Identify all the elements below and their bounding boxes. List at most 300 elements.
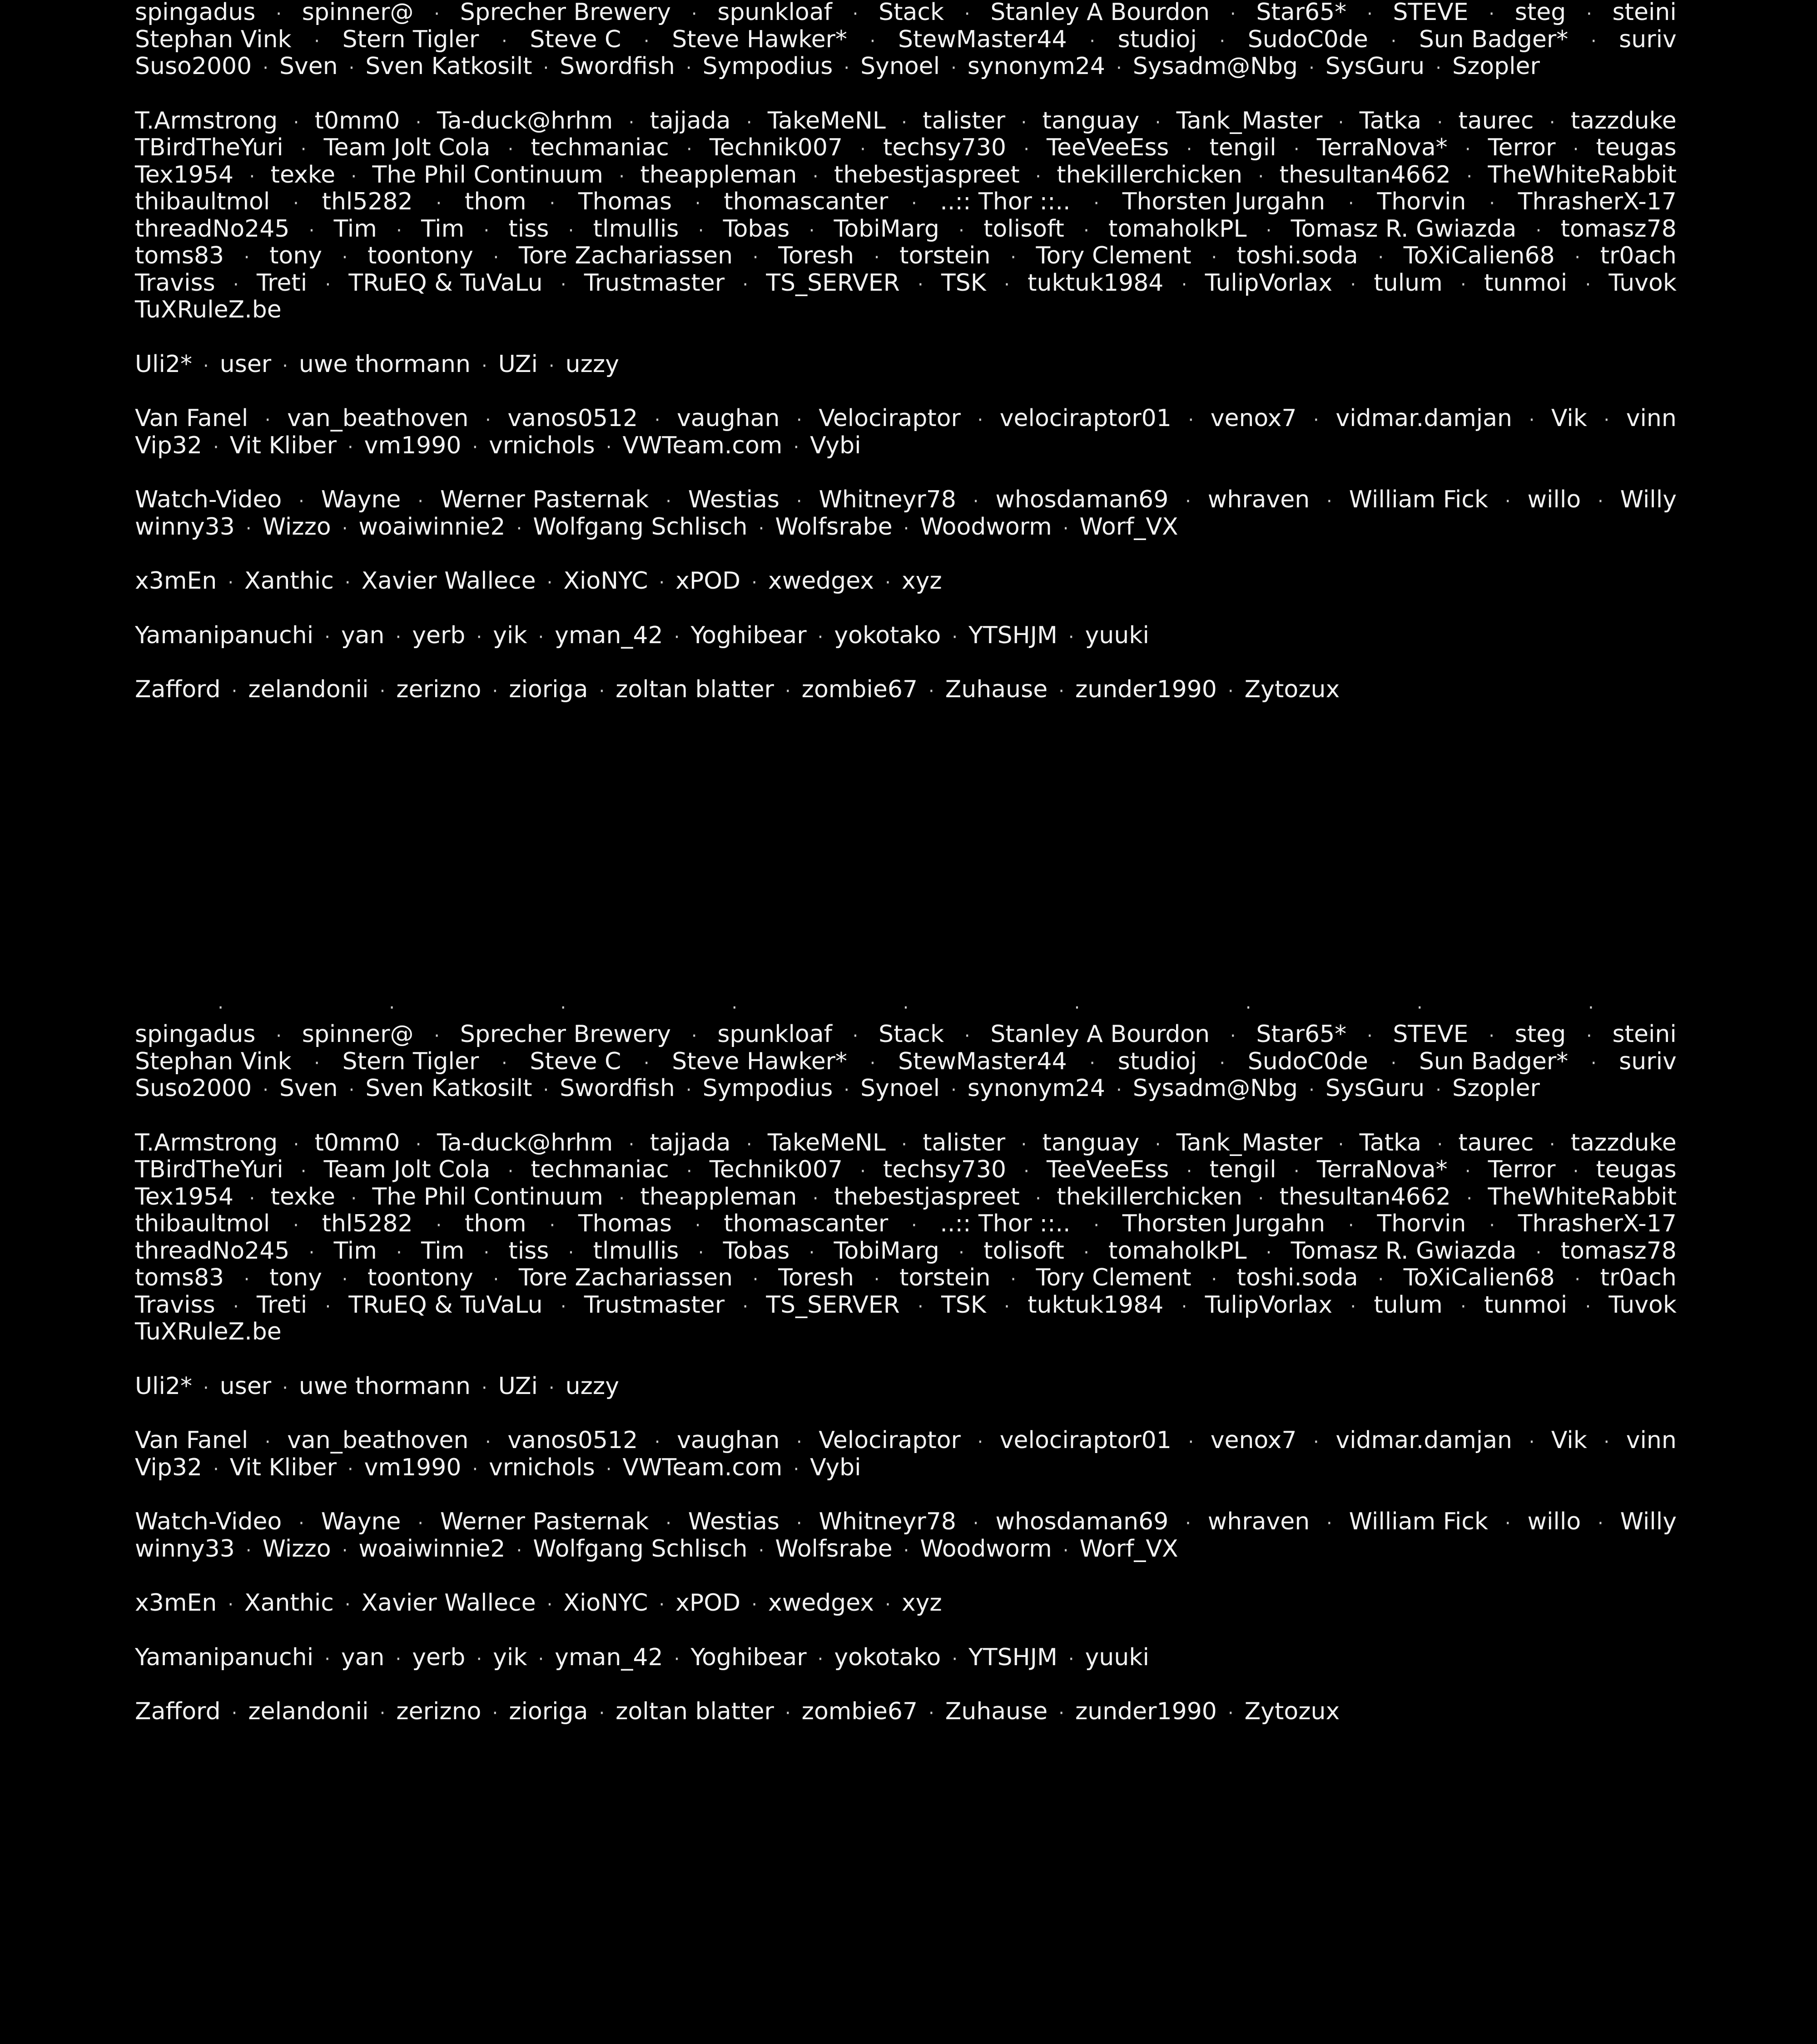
contributor-name: toontony bbox=[367, 242, 473, 269]
contributor-name: Team Jolt Cola bbox=[323, 134, 491, 161]
credits-line bbox=[135, 1048, 1677, 1076]
contributor-name: tomasz78 bbox=[1560, 1237, 1677, 1265]
separator-dot: · bbox=[308, 1242, 315, 1263]
separator-dot: · bbox=[1460, 274, 1466, 295]
contributor-name: steg bbox=[1514, 0, 1566, 26]
separator-dot: · bbox=[324, 1648, 330, 1670]
separator-dot: · bbox=[817, 626, 824, 648]
contributor-name: Treti bbox=[257, 1291, 308, 1319]
contributor-name: SysGuru bbox=[1325, 53, 1425, 80]
separator-dot: · bbox=[516, 518, 522, 539]
separator-dot: · bbox=[1058, 1703, 1064, 1724]
separator-dot: · bbox=[1219, 1052, 1226, 1074]
separator-dot: · bbox=[869, 1052, 876, 1074]
separator-dot: · bbox=[546, 572, 553, 593]
contributor-name: XioNYC bbox=[563, 567, 648, 595]
letter-group-u bbox=[135, 351, 1677, 378]
contributor-name: STEVE bbox=[1393, 1021, 1469, 1048]
contributor-name: spinner@ bbox=[302, 1021, 414, 1048]
contributor-name: whosdaman69 bbox=[995, 486, 1169, 513]
separator-dot: · bbox=[314, 1052, 320, 1074]
contributor-name: ToXiCalien68 bbox=[1403, 242, 1555, 269]
contributor-name: Stephan Vink bbox=[135, 1047, 292, 1075]
separator-dot: · bbox=[796, 1513, 802, 1534]
contributor-name: yan bbox=[341, 1643, 385, 1671]
separator-dot: · bbox=[784, 1703, 791, 1724]
contributor-name: Tim bbox=[333, 1237, 377, 1265]
separator-dot: · bbox=[1338, 112, 1344, 133]
separator-dot: · bbox=[1181, 274, 1187, 295]
separator-dot: · bbox=[885, 572, 891, 593]
separator-dot: · bbox=[493, 247, 499, 268]
contributor-name: Synoel bbox=[860, 1075, 940, 1102]
separator-dot: · bbox=[1437, 1134, 1443, 1155]
contributor-name: VWTeam.com bbox=[622, 432, 783, 459]
contributor-name: TS_SERVER bbox=[766, 269, 900, 297]
contributor-name: venox7 bbox=[1210, 1427, 1297, 1454]
separator-dot: · bbox=[1604, 1432, 1610, 1453]
contributor-name: Sprecher Brewery bbox=[460, 0, 671, 26]
contributor-name: Sun Badger* bbox=[1419, 25, 1569, 53]
contributor-name: Tomasz R. Gwiazda bbox=[1291, 215, 1517, 243]
contributor-name: teugas bbox=[1596, 1156, 1677, 1183]
separator-dot: · bbox=[758, 518, 765, 539]
separator-dot: · bbox=[1350, 1296, 1356, 1317]
separator-dot: · bbox=[1227, 681, 1234, 702]
separator-dot: · bbox=[548, 1377, 555, 1399]
contributor-name: tajjada bbox=[650, 1129, 731, 1156]
separator-dot: · bbox=[1416, 997, 1423, 1018]
separator-dot: · bbox=[300, 1161, 307, 1182]
contributor-name: The Phil Continuum bbox=[372, 161, 603, 189]
separator-dot: · bbox=[231, 1703, 238, 1724]
separator-dot: · bbox=[568, 1242, 574, 1263]
separator-dot: · bbox=[264, 1432, 271, 1453]
separator-dot: · bbox=[1549, 1134, 1555, 1155]
contributor-name: Watch-Video bbox=[135, 486, 282, 513]
contributor-name: zombie67 bbox=[801, 676, 918, 703]
contributor-name: Toresh bbox=[778, 1264, 854, 1291]
separator-dot: · bbox=[1489, 4, 1494, 25]
separator-dot: · bbox=[472, 437, 478, 458]
separator-dot: · bbox=[481, 1377, 487, 1399]
contributor-name: Xanthic bbox=[244, 567, 334, 595]
separator-dot: · bbox=[389, 997, 395, 1018]
contributor-name: TakeMeNL bbox=[767, 107, 886, 134]
separator-dot: · bbox=[1219, 30, 1226, 52]
contributor-name: yuuki bbox=[1085, 1643, 1149, 1671]
separator-dot: · bbox=[1466, 1188, 1472, 1209]
contributor-name: Tuvok bbox=[1608, 269, 1677, 297]
separator-dot: · bbox=[1010, 247, 1016, 268]
contributor-name: Tory Clement bbox=[1036, 242, 1191, 269]
letter-group-x bbox=[135, 1590, 1677, 1617]
separator-dot: · bbox=[977, 410, 983, 431]
separator-dot: · bbox=[1181, 1296, 1187, 1317]
contributor-name: Vik bbox=[1551, 1427, 1587, 1454]
separator-dot: · bbox=[628, 112, 635, 133]
credits-line bbox=[135, 243, 1677, 270]
credits-line bbox=[135, 1644, 1677, 1672]
separator-dot: · bbox=[1598, 1513, 1604, 1534]
contributor-name: taurec bbox=[1458, 1129, 1534, 1156]
contributor-name: Stern Tigler bbox=[342, 25, 479, 53]
contributor-name: user bbox=[219, 1372, 272, 1400]
contributor-name: Worf_VX bbox=[1079, 513, 1178, 541]
contributor-name: vm1990 bbox=[364, 432, 462, 459]
separator-dot: · bbox=[1083, 1242, 1089, 1263]
separator-dot: · bbox=[958, 1242, 964, 1263]
contributor-name: Treti bbox=[257, 269, 308, 297]
contributor-name: synonym24 bbox=[967, 1075, 1106, 1102]
contributor-name: tengil bbox=[1209, 134, 1276, 161]
separator-dot: · bbox=[1227, 1703, 1234, 1724]
contributor-name: uzzy bbox=[565, 350, 619, 378]
contributor-name: Yamanipanuchi bbox=[135, 621, 314, 649]
contributor-name: venox7 bbox=[1210, 405, 1297, 432]
contributor-name: tiss bbox=[508, 215, 549, 243]
letter-group-x bbox=[135, 568, 1677, 595]
contributor-name: Xavier Wallece bbox=[361, 567, 536, 595]
contributor-name: tr0ach bbox=[1600, 1264, 1677, 1291]
contributor-name: tazzduke bbox=[1570, 1129, 1677, 1156]
separator-dot: · bbox=[1529, 410, 1535, 431]
contributor-name: x3mEn bbox=[135, 1589, 217, 1617]
contributor-name: Stack bbox=[879, 0, 944, 26]
contributor-name: Tatka bbox=[1359, 1129, 1422, 1156]
separator-dot: · bbox=[546, 1594, 553, 1615]
contributor-name: Vybi bbox=[810, 432, 861, 459]
contributor-name: Uli2* bbox=[135, 1372, 193, 1400]
credits-line bbox=[135, 1265, 1677, 1292]
contributor-name: vanos0512 bbox=[507, 405, 638, 432]
contributor-name: spinner@ bbox=[302, 0, 414, 26]
separator-dot: · bbox=[1504, 1513, 1511, 1534]
contributor-name: spunkloaf bbox=[717, 1021, 832, 1048]
contributor-name: winny33 bbox=[135, 513, 235, 541]
letter-group-t bbox=[135, 108, 1677, 324]
credits-line bbox=[135, 1373, 1677, 1400]
contributor-name: steg bbox=[1514, 1021, 1566, 1048]
separator-dot: · bbox=[1185, 491, 1191, 512]
separator-dot: · bbox=[483, 220, 490, 241]
contributor-name: Terror bbox=[1488, 1156, 1556, 1183]
contributor-name: Sven Katkosilt bbox=[365, 53, 532, 80]
contributor-name: vaughan bbox=[677, 1427, 780, 1454]
credits-line bbox=[135, 514, 1677, 541]
contributor-name: ..:: Thor ::.. bbox=[940, 188, 1071, 215]
contributor-name: thesultan4662 bbox=[1279, 1183, 1451, 1211]
credits-line bbox=[135, 405, 1677, 432]
separator-dot: · bbox=[1590, 30, 1597, 52]
separator-dot: · bbox=[379, 1703, 386, 1724]
contributor-name: winny33 bbox=[135, 1535, 235, 1563]
separator-dot: · bbox=[1460, 1296, 1466, 1317]
contributor-name: zioriga bbox=[509, 1698, 588, 1725]
contributor-name: Star65* bbox=[1256, 1021, 1347, 1048]
separator-dot: · bbox=[885, 1594, 891, 1615]
separator-dot: · bbox=[1155, 112, 1161, 133]
contributor-name: spingadus bbox=[135, 0, 256, 26]
separator-dot: · bbox=[395, 1648, 402, 1670]
separator-dot: · bbox=[293, 112, 299, 133]
contributor-name: zoltan blatter bbox=[616, 676, 774, 703]
separator-dot: · bbox=[203, 355, 209, 377]
separator-dot: · bbox=[928, 1703, 934, 1724]
separator-dot: · bbox=[516, 1540, 522, 1561]
contributor-name: Sympodius bbox=[702, 53, 833, 80]
separator-dot: · bbox=[351, 1188, 357, 1209]
separator-dot: · bbox=[342, 1269, 348, 1290]
contributor-name: tulum bbox=[1374, 269, 1443, 297]
contributor-name: tolisoft bbox=[983, 1237, 1064, 1265]
separator-dot: · bbox=[1010, 1269, 1016, 1290]
separator-dot: · bbox=[342, 518, 348, 539]
contributor-name: Westias bbox=[688, 1508, 780, 1535]
contributor-name: Velociraptor bbox=[819, 405, 961, 432]
contributor-name: Xavier Wallece bbox=[361, 1589, 536, 1617]
contributor-name: uzzy bbox=[565, 1372, 619, 1400]
separator-dot: · bbox=[742, 1296, 749, 1317]
contributor-name: StewMaster44 bbox=[898, 25, 1067, 53]
separator-dot: · bbox=[560, 274, 566, 295]
credits-line bbox=[135, 568, 1677, 595]
contributor-name: XioNYC bbox=[563, 1589, 648, 1617]
contributor-name: whraven bbox=[1207, 1508, 1310, 1535]
contributor-name: threadNo245 bbox=[135, 1237, 290, 1265]
separator-dot: · bbox=[560, 997, 566, 1018]
separator-dot: · bbox=[472, 1459, 478, 1480]
contributor-name: Terror bbox=[1488, 134, 1556, 161]
contributor-name: vm1990 bbox=[364, 1454, 462, 1481]
separator-dot: · bbox=[538, 1648, 544, 1670]
contributor-name: ThrasherX-17 bbox=[1518, 188, 1677, 215]
contributor-name: theappleman bbox=[640, 1183, 797, 1211]
separator-dot: · bbox=[348, 58, 355, 79]
letter-group-y bbox=[135, 622, 1677, 650]
contributor-name: Watch-Video bbox=[135, 1508, 282, 1535]
separator-dot: · bbox=[485, 410, 491, 431]
separator-dot: · bbox=[1188, 1432, 1194, 1453]
separator-dot: · bbox=[245, 518, 252, 539]
separator-dot: · bbox=[852, 1026, 859, 1047]
separator-dot: · bbox=[1466, 166, 1472, 187]
contributor-name: vrnichols bbox=[489, 1454, 595, 1481]
contributor-name: Suso2000 bbox=[135, 53, 252, 80]
contributor-name: vrnichols bbox=[489, 432, 595, 459]
separator-dot: · bbox=[686, 1161, 692, 1182]
separator-dot: · bbox=[282, 1377, 288, 1399]
contributor-name: Xanthic bbox=[244, 1589, 334, 1617]
contributor-name: Swordfish bbox=[560, 53, 675, 80]
credits-line bbox=[135, 162, 1677, 189]
separator-dot: · bbox=[628, 1134, 635, 1155]
contributor-name: Worf_VX bbox=[1079, 1535, 1178, 1563]
contributor-name: steini bbox=[1612, 1021, 1677, 1048]
contributor-name: thekillerchicken bbox=[1057, 1183, 1243, 1211]
separator-dot: · bbox=[1549, 112, 1555, 133]
separator-dot: · bbox=[654, 1432, 660, 1453]
separator-dot: · bbox=[1489, 1026, 1494, 1047]
credits-line bbox=[135, 676, 1677, 704]
contributor-name: Steve Hawker* bbox=[672, 1047, 848, 1075]
separator-dot: · bbox=[1093, 193, 1100, 214]
credits-line bbox=[135, 26, 1677, 54]
contributor-name: zoltan blatter bbox=[616, 1698, 774, 1725]
contributor-name: Velociraptor bbox=[819, 1427, 961, 1454]
contributor-name: StewMaster44 bbox=[898, 1047, 1067, 1075]
separator-dot: · bbox=[599, 1703, 605, 1724]
separator-dot: · bbox=[560, 1296, 566, 1317]
contributor-name: Vybi bbox=[810, 1454, 861, 1481]
contributor-name: Steve C bbox=[530, 25, 621, 53]
contributor-name: techmaniac bbox=[531, 1156, 669, 1183]
separator-dot: · bbox=[1266, 1242, 1272, 1263]
contributor-name: tunmoi bbox=[1484, 1291, 1568, 1319]
separator-dot: · bbox=[1116, 58, 1122, 79]
contributor-name: tomaholkPL bbox=[1108, 215, 1247, 243]
contributor-name: thebestjaspreet bbox=[834, 161, 1020, 189]
separator-dot: · bbox=[874, 247, 880, 268]
separator-dot: · bbox=[928, 681, 934, 702]
contributor-name: xPOD bbox=[675, 1589, 741, 1617]
separator-dot: · bbox=[1585, 1296, 1591, 1317]
separator-dot: · bbox=[742, 274, 749, 295]
separator-dot: · bbox=[501, 1052, 507, 1074]
separator-dot: · bbox=[809, 1242, 815, 1263]
contributor-name: thom bbox=[464, 188, 526, 215]
contributor-name: yman_42 bbox=[555, 1643, 663, 1671]
contributor-name: studioj bbox=[1117, 25, 1197, 53]
contributor-name: yman_42 bbox=[555, 621, 663, 649]
separator-dot: · bbox=[796, 491, 802, 512]
contributor-name: Tim bbox=[333, 215, 377, 243]
separator-dot: · bbox=[752, 1269, 759, 1290]
separator-dot: · bbox=[1535, 1242, 1542, 1263]
contributor-name: uwe thormann bbox=[298, 1372, 471, 1400]
contributor-name: threadNo245 bbox=[135, 215, 290, 243]
contributor-name: velociraptor01 bbox=[999, 1427, 1172, 1454]
contributor-name: tolisoft bbox=[983, 215, 1064, 243]
separator-dot: · bbox=[606, 437, 612, 458]
separator-dot: · bbox=[1089, 30, 1095, 52]
contributor-name: suriv bbox=[1619, 1047, 1677, 1075]
contributor-name: teugas bbox=[1596, 134, 1677, 161]
contributor-name: TSK bbox=[941, 269, 986, 297]
contributor-name: Trustmaster bbox=[584, 269, 725, 297]
contributor-name: tengil bbox=[1209, 1156, 1276, 1183]
contributor-name: tlmullis bbox=[593, 215, 679, 243]
separator-dot: · bbox=[1266, 220, 1272, 241]
separator-dot: · bbox=[351, 166, 357, 187]
contributor-name: Tobas bbox=[723, 215, 790, 243]
contributor-name: Sun Badger* bbox=[1419, 1047, 1569, 1075]
contributor-name: Szopler bbox=[1452, 53, 1540, 80]
separator-dot: · bbox=[415, 1134, 422, 1155]
contributor-name: zioriga bbox=[509, 676, 588, 703]
contributor-name: vidmar.damjan bbox=[1335, 405, 1513, 432]
separator-dot: · bbox=[1585, 274, 1591, 295]
separator-dot: · bbox=[1211, 1269, 1217, 1290]
separator-dot: · bbox=[249, 1188, 255, 1209]
separator-dot: · bbox=[784, 681, 791, 702]
credits-list bbox=[135, 0, 1677, 731]
contributor-name: Tex1954 bbox=[135, 161, 234, 189]
contributor-name: Thomas bbox=[578, 188, 672, 215]
separator-dot: · bbox=[1326, 1513, 1332, 1534]
contributor-name: Zafford bbox=[135, 1698, 221, 1725]
separator-dot: · bbox=[568, 220, 574, 241]
separator-dot: · bbox=[325, 274, 331, 295]
separator-dot: · bbox=[549, 193, 556, 214]
separator-dot: · bbox=[417, 491, 424, 512]
separator-dot: · bbox=[1465, 139, 1471, 160]
credits-line bbox=[135, 1021, 1677, 1048]
contributor-name: t0mm0 bbox=[314, 1129, 400, 1156]
separator-dot: · bbox=[492, 1703, 498, 1724]
contributor-name: Willy bbox=[1620, 486, 1677, 513]
separator-dot: · bbox=[276, 4, 282, 25]
credits-line bbox=[135, 1292, 1677, 1319]
separator-dot: · bbox=[844, 58, 850, 79]
separator-dot: · bbox=[746, 1134, 752, 1155]
separator-dot: · bbox=[1489, 193, 1495, 214]
separator-dot: · bbox=[1155, 1134, 1161, 1155]
separator-dot: · bbox=[1309, 1080, 1315, 1101]
contributor-name: Zuhause bbox=[945, 676, 1048, 703]
separator-dot: · bbox=[1188, 410, 1194, 431]
contributor-name: TakeMeNL bbox=[767, 1129, 886, 1156]
separator-dot: · bbox=[1245, 997, 1251, 1018]
contributor-name: zerizno bbox=[396, 1698, 482, 1725]
separator-dot: · bbox=[903, 518, 909, 539]
contributor-name: Vip32 bbox=[135, 432, 203, 459]
letter-group-v bbox=[135, 1427, 1677, 1481]
separator-dot: · bbox=[973, 491, 979, 512]
separator-dot: · bbox=[1230, 1026, 1236, 1047]
contributor-name: vinn bbox=[1626, 405, 1677, 432]
contributor-name: vidmar.damjan bbox=[1335, 1427, 1513, 1454]
separator-dot: · bbox=[1258, 1188, 1264, 1209]
separator-dot: · bbox=[964, 1026, 970, 1047]
contributor-name: TRuEQ & TuVaLu bbox=[348, 269, 543, 297]
separator-dot: · bbox=[1465, 1161, 1471, 1182]
contributor-name: YTSHJM bbox=[968, 1643, 1057, 1671]
separator-dot: · bbox=[396, 220, 402, 241]
contributor-name: Wayne bbox=[321, 486, 401, 513]
contributor-name: Zytozux bbox=[1244, 676, 1340, 703]
credits-line bbox=[135, 622, 1677, 650]
contributor-name: Star65* bbox=[1256, 0, 1347, 26]
contributor-name: Tank_Master bbox=[1176, 1129, 1323, 1156]
separator-dot: · bbox=[263, 58, 268, 79]
contributor-name: willo bbox=[1527, 1508, 1581, 1535]
contributor-name: Sysadm@Nbg bbox=[1132, 53, 1298, 80]
separator-dot: · bbox=[903, 997, 909, 1018]
separator-dot: · bbox=[379, 681, 386, 702]
contributor-name: toontony bbox=[367, 1264, 473, 1291]
contributor-name: Zytozux bbox=[1244, 1698, 1340, 1725]
separator-dot: · bbox=[344, 572, 351, 593]
contributor-name: Tuvok bbox=[1608, 1291, 1677, 1319]
credits-line bbox=[135, 1238, 1677, 1265]
contributor-name: thebestjaspreet bbox=[834, 1183, 1020, 1211]
contributor-name: Szopler bbox=[1452, 1075, 1540, 1102]
separator-dot: · bbox=[1529, 1432, 1535, 1453]
separator-dot: · bbox=[325, 1296, 331, 1317]
contributor-name: Yamanipanuchi bbox=[135, 1643, 314, 1671]
contributor-name: toshi.soda bbox=[1236, 242, 1358, 269]
